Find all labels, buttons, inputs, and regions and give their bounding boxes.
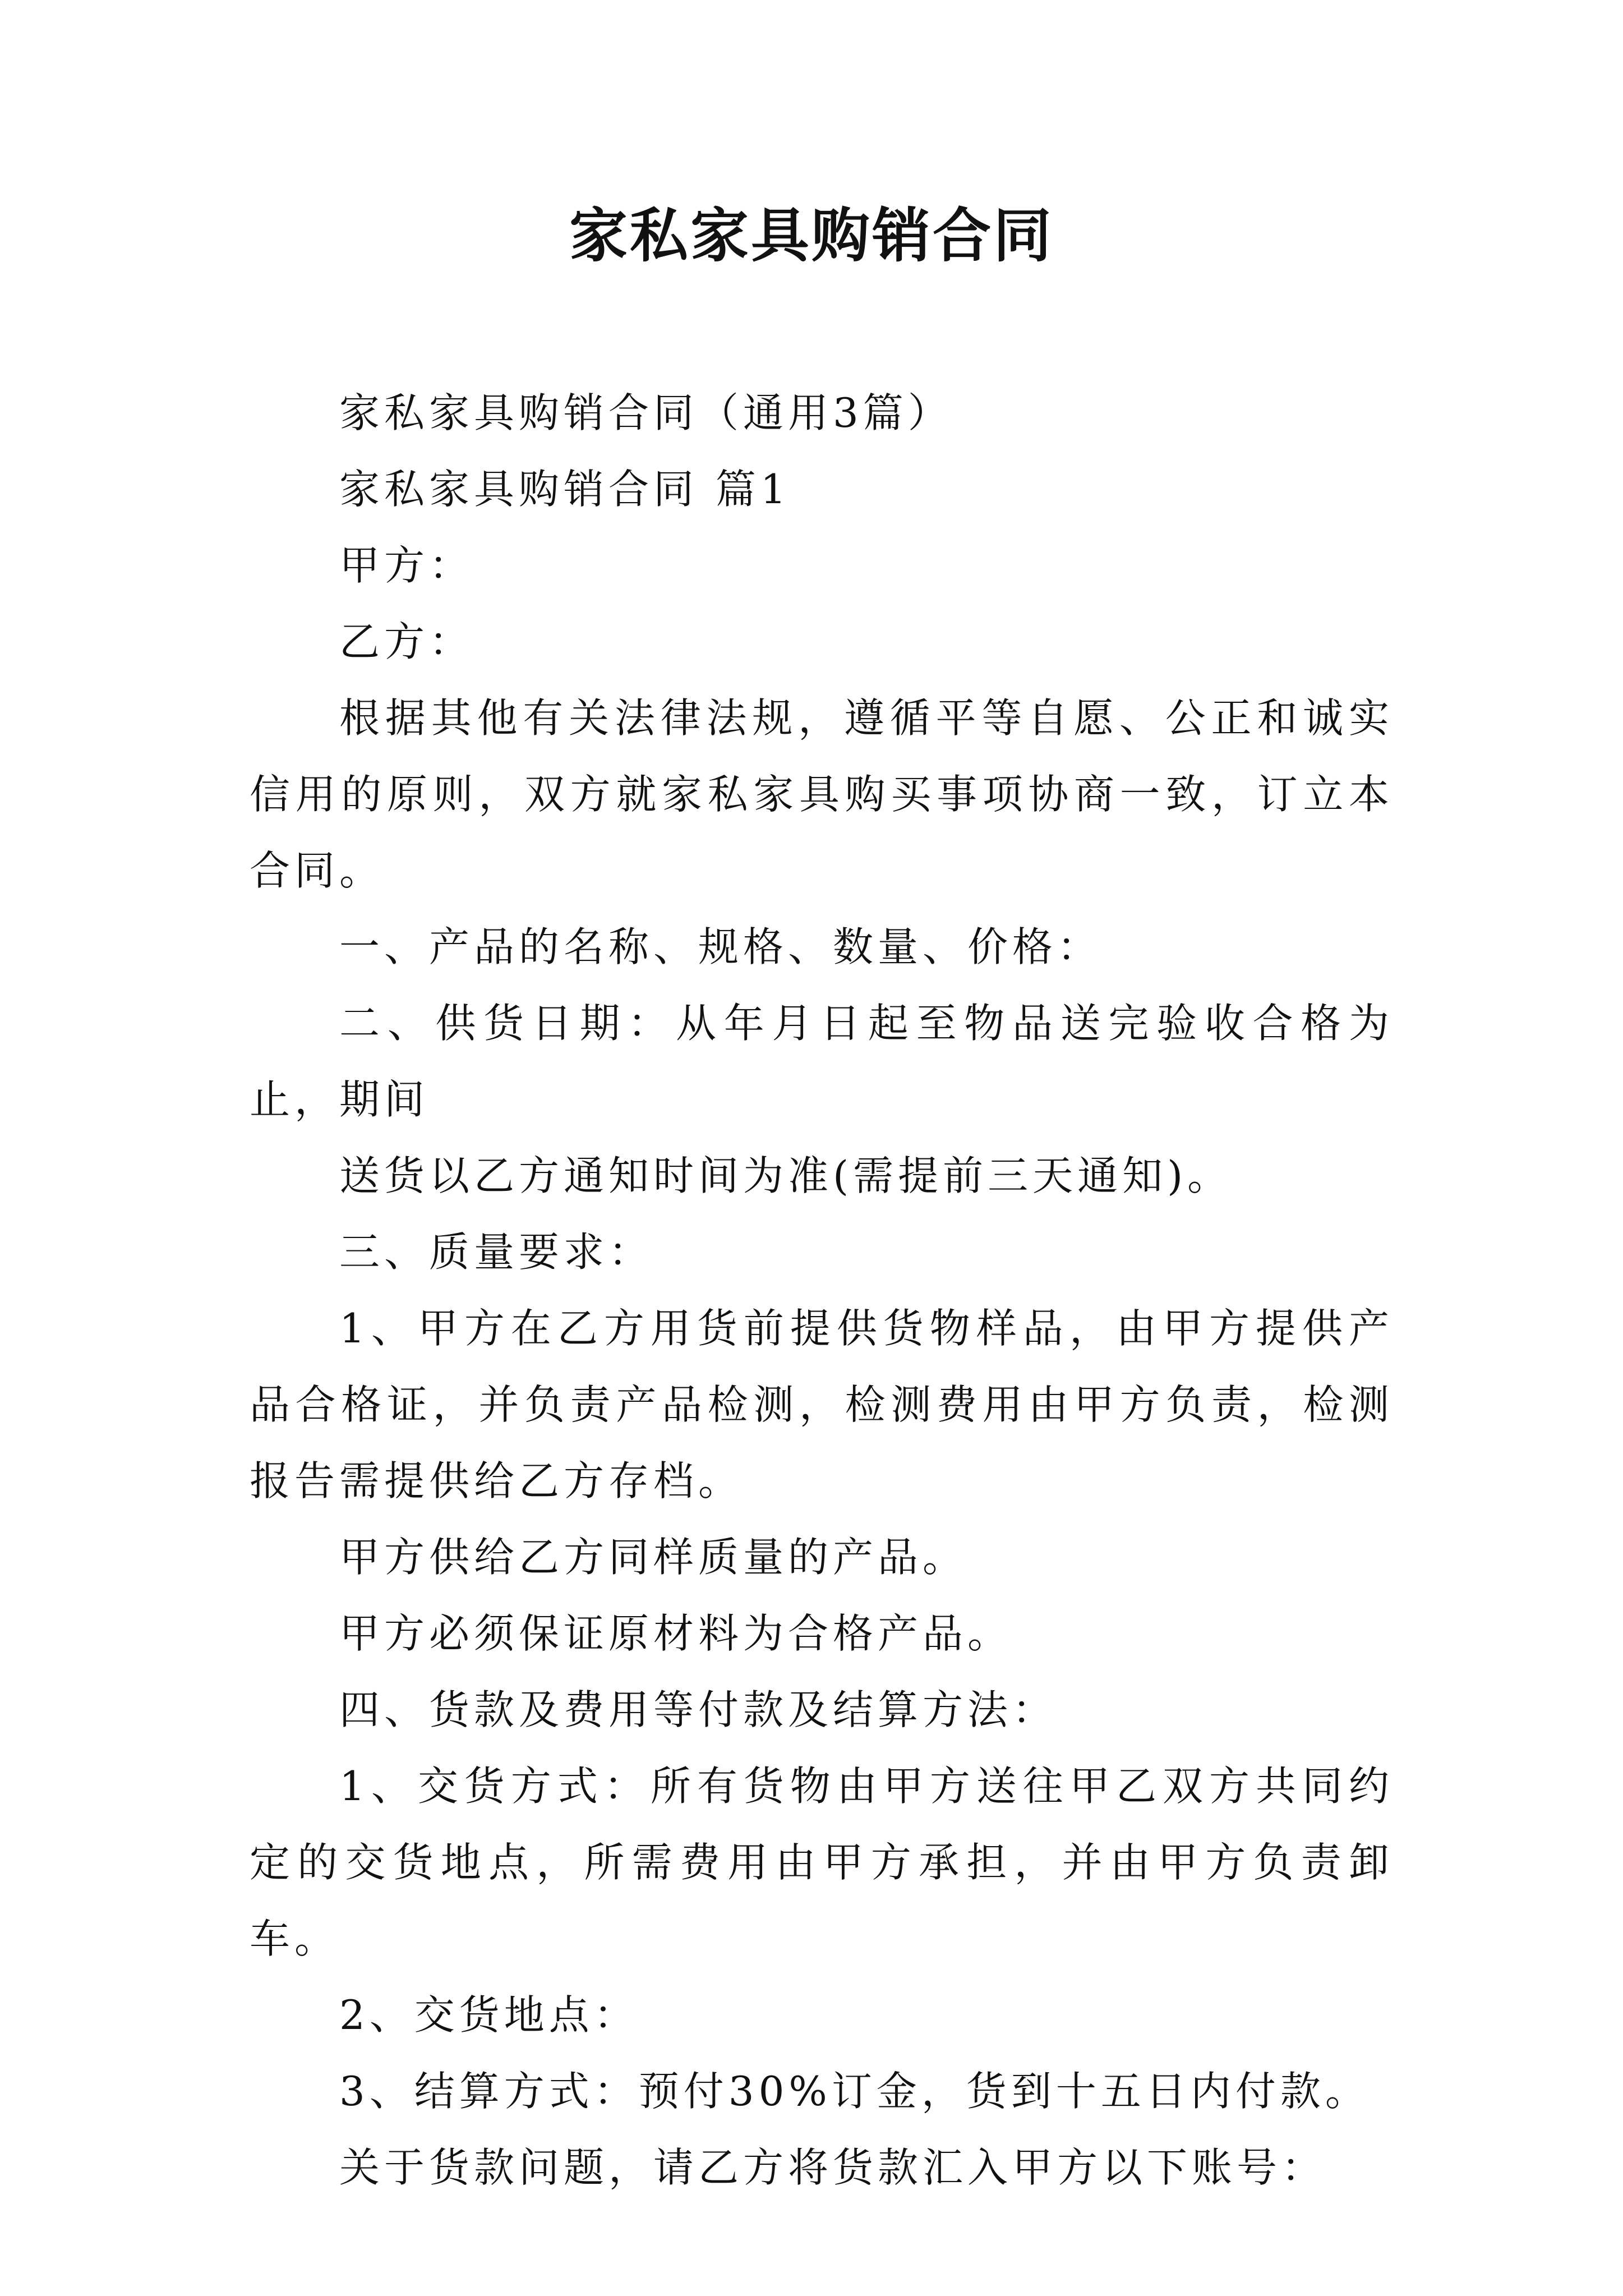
paragraph-section-3: 三、质量要求： [339,1228,654,1276]
paragraph-part-heading: 家私家具购销合同 篇1 [339,466,791,513]
paragraph-preamble: 根据其他有关法律法规，遵循平等自愿、公正和诚实信用的原则，双方就家私家具购买事项协商一致，订立本合同。 [250,694,1394,894]
paragraph-payment-3: 3、结算方式：预付30%订金，货到十五日内付款。 [339,2068,1370,2115]
paragraph-payment-1: 1、交货方式：所有货物由甲方送往甲乙双方共同约定的交货地点，所需费用由甲方承担，并由甲方负责卸车。 [250,1763,1394,1962]
paragraph-delivery-notice: 送货以乙方通知时间为准(需提前三天通知)。 [339,1152,1233,1199]
paragraph-party-a: 甲方： [339,542,474,589]
paragraph-section-1: 一、产品的名称、规格、数量、价格： [339,923,1103,970]
paragraph-party-b: 乙方： [339,618,474,665]
document-title: 家私家具购销合同 [569,201,1054,270]
paragraph-quality-2: 甲方供给乙方同样质量的产品。 [339,1534,968,1581]
paragraph-quality-1: 1、甲方在乙方用货前提供货物样品，由甲方提供产品合格证，并负责产品检测，检测费用由甲方负责，检测报告需提供给乙方存档。 [250,1305,1394,1504]
paragraph-quality-3: 甲方必须保证原材料为合格产品。 [339,1610,1013,1657]
paragraph-section-4: 四、货款及费用等付款及结算方法： [339,1686,1058,1733]
paragraph-section-2: 二、供货日期：从年月日起至物品送完验收合格为止，期间 [250,1000,1394,1123]
paragraph-subtitle: 家私家具购销合同（通用3篇） [339,389,953,436]
paragraph-payment-account: 关于货款问题，请乙方将货款汇入甲方以下账号： [339,2144,1327,2191]
document-body [250,375,1394,2206]
paragraph-payment-2: 2、交货地点： [339,1991,639,2039]
